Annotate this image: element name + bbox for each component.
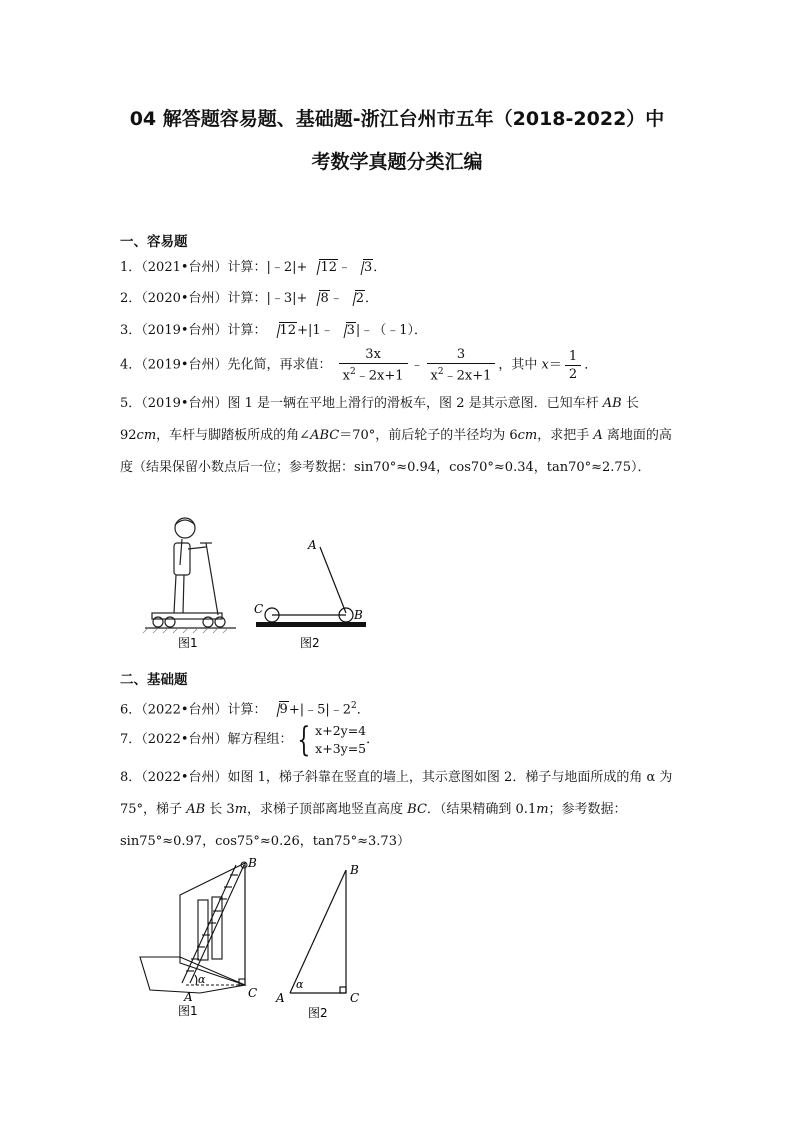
- q5-cm2: cm: [517, 428, 538, 443]
- q3-radicand-1: 12: [279, 323, 297, 338]
- question-7: [120, 722, 379, 758]
- sqrt-3: [353, 259, 373, 277]
- q8-text-a: 8．（2022•台州）如图 1，梯子斜靠在竖直的墙上，其示意图如图 2．梯子与地面所成的角 α 为 75°，梯子: [120, 770, 673, 817]
- label-c: C: [350, 991, 360, 1005]
- section-heading-basic: 二、基础题: [120, 672, 188, 688]
- q8-text-b: 长 3: [205, 802, 235, 817]
- q2-mid: ﹣: [329, 291, 343, 306]
- fraction-3: [427, 346, 496, 384]
- fraction-half: [565, 348, 581, 383]
- q8-figure-1-ladder: [140, 855, 270, 1025]
- angle-arc: [195, 975, 197, 985]
- label-c: C: [248, 986, 258, 1000]
- sqrt-8: [309, 290, 329, 308]
- q5-text-a: 5．（2019•台州）图 1 是一辆在平地上滑行的滑板车，图 2 是其示意图．已知车杆: [120, 396, 603, 411]
- sqrt-3: [336, 322, 356, 340]
- segment-ab: [320, 547, 346, 613]
- q3-prefix: 3．（2019•台州）计算：: [120, 323, 267, 338]
- q2-radicand-2: 2: [355, 291, 365, 306]
- question-4: [120, 346, 597, 384]
- q5-text-b: 长 92: [120, 396, 639, 443]
- label-a: A: [184, 990, 193, 1004]
- q5-cm: cm: [136, 428, 157, 443]
- q5-figure-2-schematic: [250, 535, 370, 655]
- q4-variable: x: [541, 357, 549, 373]
- q8-figure-2-triangle: [270, 860, 380, 1025]
- q5-text-d: ＝70°，前后轮子的半径均为 6: [339, 428, 518, 443]
- q1-mid: ﹣: [338, 260, 352, 275]
- rider-leg-2: [183, 575, 184, 613]
- q8-text-e: ；参考数据：sin75°≈0.97，cos75°≈0.26，tan75°≈3.73）: [120, 802, 627, 849]
- q1-radicand-2: 3: [364, 260, 373, 275]
- q6-radicand: 9: [279, 702, 288, 718]
- q5-text-c: ，车杆与脚踏板所成的角∠: [156, 428, 311, 443]
- rider-arm: [188, 547, 206, 549]
- f2-den-x: x: [430, 368, 438, 384]
- q2-prefix: 2．（2020•台州）计算：|﹣3|+: [120, 291, 308, 306]
- q3-mid: +|1﹣: [297, 323, 334, 338]
- section-heading-easy: 一、容易题: [120, 234, 188, 250]
- fraction-3x: [339, 346, 408, 384]
- f2-den-rest: ﹣2x+1: [443, 368, 492, 384]
- equation-1: x+2y=4: [315, 723, 367, 738]
- q5-abc: ABC: [310, 428, 340, 443]
- q8-text-c: ，求梯子顶部离地竖直高度: [247, 802, 408, 817]
- equation-2: x+3y=5: [315, 741, 367, 756]
- q8-m2: m: [536, 802, 549, 817]
- q8-m: m: [234, 802, 248, 817]
- label-b: B: [248, 856, 257, 870]
- fraction-1-denominator: [339, 364, 408, 384]
- q5-ab: AB: [602, 396, 622, 411]
- sqrt-9: [269, 701, 289, 719]
- q6-end: ．: [356, 702, 370, 718]
- q8-bc: BC: [407, 802, 427, 817]
- q6-exponent: 2: [351, 701, 357, 711]
- q8-text-d: ．（结果精确到 0.1: [426, 802, 537, 817]
- page-title-line1: 04 解答题容易题、基础题-浙江台州市五年（2018-2022）中: [129, 108, 665, 130]
- q2-radicand-1: 8: [320, 291, 329, 306]
- question-8: [120, 762, 680, 858]
- label-alpha: α: [198, 973, 206, 986]
- right-angle-mark: [340, 987, 346, 993]
- f1-den-x: x: [342, 368, 351, 384]
- question-5: [120, 388, 680, 484]
- q2-end: ．: [365, 291, 379, 306]
- fraction-2-numerator: 3: [427, 346, 496, 364]
- rider-torso: [174, 543, 190, 575]
- ground-bar: [256, 622, 366, 627]
- f1-den-exp: 2: [350, 367, 356, 377]
- q5-text-e: ，求把手: [537, 428, 594, 443]
- q5-figure-1-scooter: [140, 515, 240, 655]
- question-3: [120, 322, 427, 340]
- q7-end: ．: [366, 732, 380, 747]
- q6-mid: +|﹣5|﹣2: [288, 702, 352, 718]
- page-title-line2: 考数学真题分类汇编: [311, 151, 483, 173]
- fraction-1-numerator: 3x: [339, 346, 408, 364]
- q1-end: ．: [373, 260, 387, 275]
- q3-end: |﹣（﹣1）．: [355, 323, 428, 338]
- question-6: [120, 697, 370, 719]
- q4-prefix: 4．（2019•台州）先化简，再求值：: [120, 357, 332, 373]
- q5-figure-2-caption: 图2: [300, 636, 320, 650]
- label-c: C: [254, 602, 264, 616]
- q8-ab: AB: [186, 802, 206, 817]
- q1-radicand-1: 12: [320, 260, 337, 275]
- equation-system: [315, 722, 366, 758]
- q8-figure-1-caption: 图1: [178, 1004, 198, 1018]
- q6-prefix: 6．（2022•台州）计算：: [120, 702, 267, 718]
- q8-figure-2-caption: 图2: [308, 1006, 328, 1020]
- rider-leg-1: [174, 575, 176, 613]
- q3-radicand-2: 3: [346, 323, 355, 338]
- fraction-2-denominator: [427, 364, 496, 384]
- q5-text-f: 离地面的高度（结果保留小数点后一位；参考数据：sin70°≈0.94，cos70°≈0.34，tan70°≈2.75）．: [120, 428, 672, 475]
- f1-den-rest: ﹣2x+1: [355, 368, 404, 384]
- question-2: [120, 290, 378, 308]
- sqrt-12: [309, 259, 338, 277]
- label-alpha: α: [296, 978, 304, 991]
- segment-ab: [290, 870, 346, 993]
- q4-end: ．: [584, 357, 598, 373]
- q4-minus: ﹣: [410, 357, 424, 373]
- question-1: [120, 259, 386, 277]
- fraction-3-numerator: 1: [565, 348, 581, 366]
- ladder-rail-1: [182, 865, 236, 983]
- q1-prefix: 1．（2021•台州）计算：|﹣2|+: [120, 260, 308, 275]
- fraction-3-denominator: 2: [568, 366, 578, 382]
- q5-a: A: [593, 428, 603, 443]
- q4-equals: ＝: [548, 357, 562, 373]
- sqrt-2: [345, 290, 365, 308]
- label-a: A: [308, 538, 317, 552]
- label-a: A: [276, 991, 285, 1005]
- sqrt-12: [269, 322, 298, 340]
- f2-den-exp: 2: [437, 367, 444, 377]
- helmet: [175, 518, 195, 538]
- label-b: B: [350, 863, 359, 877]
- floor: [140, 957, 245, 993]
- q5-figure-1-caption: 图1: [178, 636, 198, 650]
- label-b: B: [354, 608, 363, 622]
- q7-prefix: 7．（2022•台州）解方程组：: [120, 732, 293, 747]
- system-brace: {: [296, 720, 310, 760]
- q4-where: ，其中: [498, 357, 542, 373]
- scooter-stem: [206, 543, 218, 615]
